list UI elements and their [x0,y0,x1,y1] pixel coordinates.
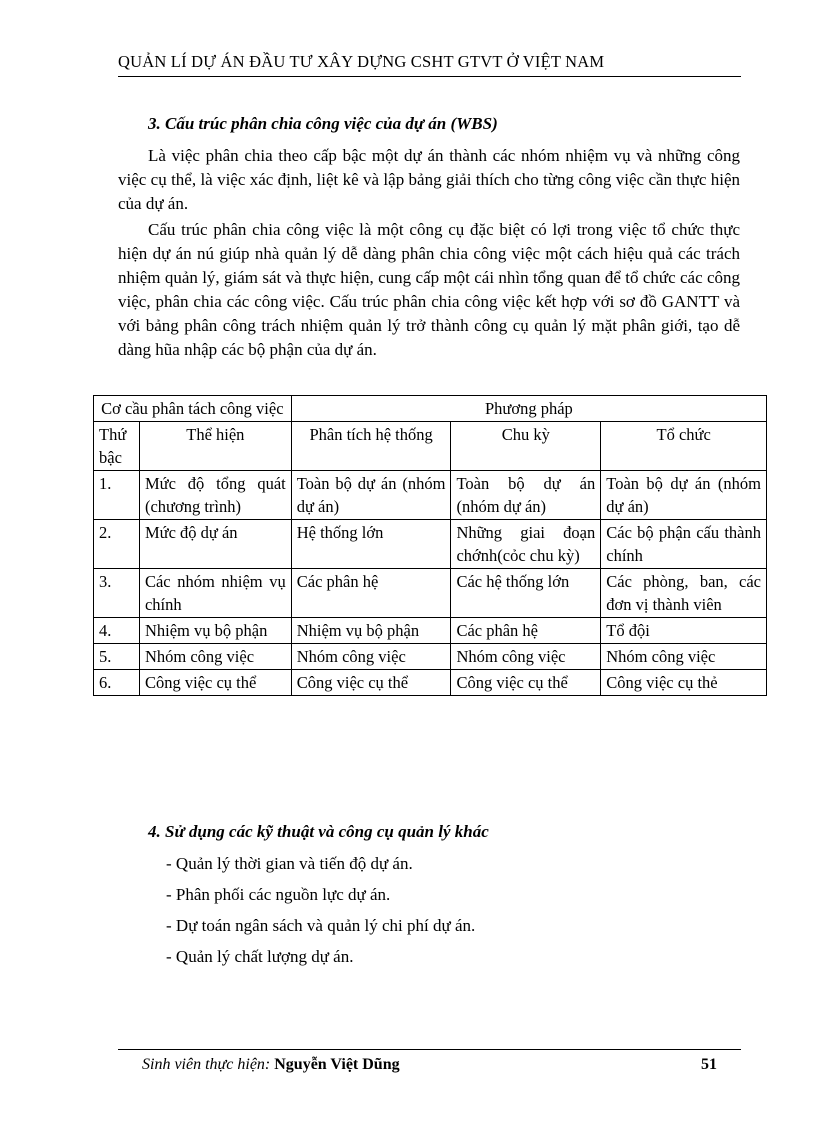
cell-show: Nhóm công việc [139,644,291,670]
cell-system: Các phân hệ [291,569,451,618]
list-item: - Dự toán ngân sách và quản lý chi phí dự án. [166,916,476,935]
list-item: - Phân phối các nguồn lực dự án. [166,885,391,904]
cell-system: Công việc cụ thể [291,670,451,696]
cell-cycle: Toàn bộ dự án (nhóm dự án) [451,471,601,520]
table-row [94,644,767,670]
table-subheader-row [94,422,767,471]
cell-show: Mức độ dự án [139,520,291,569]
page-number: 51 [701,1056,717,1073]
cell-cycle: Các phân hệ [451,618,601,644]
footer-name: Nguyễn Việt Dũng [274,1056,400,1073]
table-row [94,471,767,520]
list-item: - Quản lý chất lượng dự án. [166,947,354,966]
footer-label: Sinh viên thực hiện [142,1056,265,1073]
table-row [94,670,767,696]
cell-show: Công việc cụ thể [139,670,291,696]
cell-level: 5. [94,644,140,670]
cell-level: 4. [94,618,140,644]
header-breakdown: Cơ cầu phân tách công việc [94,396,292,422]
col-level: Thứ bậc [94,422,140,471]
page-header [118,50,741,77]
footer-author: Sinh viên thực hiện: Nguyễn Việt Dũng [142,1056,400,1073]
table-row [94,569,767,618]
cell-system: Toàn bộ dự án (nhóm dự án) [291,471,451,520]
cell-org: Công việc cụ thẻ [601,670,767,696]
table-row [94,618,767,644]
cell-show: Nhiệm vụ bộ phận [139,618,291,644]
cell-level: 6. [94,670,140,696]
section-4-title: 4. Sử dụng các kỹ thuật và công cụ quản lý khác [148,822,489,841]
col-system: Phân tích hệ thống [291,422,451,471]
cell-level: 1. [94,471,140,520]
cell-system: Hệ thống lớn [291,520,451,569]
header-method: Phương pháp [291,396,766,422]
cell-org: Toàn bộ dự án (nhóm dự án) [601,471,767,520]
cell-cycle: Các hệ thống lớn [451,569,601,618]
cell-org: Các bộ phận cấu thành chính [601,520,767,569]
cell-cycle: Những giai đoạn chớnh(cỏc chu kỳ) [451,520,601,569]
wbs-table [93,395,767,696]
cell-cycle: Nhóm công việc [451,644,601,670]
list-item: - Quản lý thời gian và tiến độ dự án. [166,854,413,873]
col-cycle: Chu kỳ [451,422,601,471]
cell-system: Nhiệm vụ bộ phận [291,618,451,644]
table-header-row [94,396,767,422]
col-org: Tổ chức [601,422,767,471]
cell-show: Các nhóm nhiệm vụ chính [139,569,291,618]
header-title: QUẢN LÍ DỰ ÁN ĐẦU TƯ XÂY DỰNG CSHT GTVT Ở VIỆT NAM [118,52,605,71]
cell-org: Tổ đội [601,618,767,644]
page-footer [118,1049,741,1080]
cell-system: Nhóm công việc [291,644,451,670]
cell-cycle: Công việc cụ thể [451,670,601,696]
cell-level: 3. [94,569,140,618]
section-3-title: 3. Cấu trúc phân chia công việc của dự án (WBS) [148,114,498,133]
cell-org: Các phòng, ban, các đơn vị thành viên [601,569,767,618]
cell-level: 2. [94,520,140,569]
table-row [94,520,767,569]
col-show: Thể hiện [139,422,291,471]
section-3-paragraph-2: Cấu trúc phân chia công việc là một công cụ đặc biệt có lợi trong việc tổ chức thực hiện dự án nú giúp nhà quản lý dễ dàng phân chia công việc một cách hiệu quả các trách nhiệm quản lý, giám sát và thực hiện, cung cấp một cái nhìn tổng quan để tổ chức các công việc, phân chia các công việc. Cấu trúc phân chia công việc kết hợp với sơ đồ GANTT và với bảng phân công trách nhiệm quản lý trở thành công cụ quản lý mặt phân giới, tạo dễ dàng hũa nhập các bộ phận của dự án. [118,220,740,359]
cell-show: Mức độ tổng quát (chương trình) [139,471,291,520]
section-3-paragraph-1: Là việc phân chia theo cấp bậc một dự án thành các nhóm nhiệm vụ và những công việc cụ thể, là việc xác định, liệt kê và lập bảng giải thích cho từng công việc cần thực hiện của dự án. [118,146,740,213]
cell-org: Nhóm công việc [601,644,767,670]
